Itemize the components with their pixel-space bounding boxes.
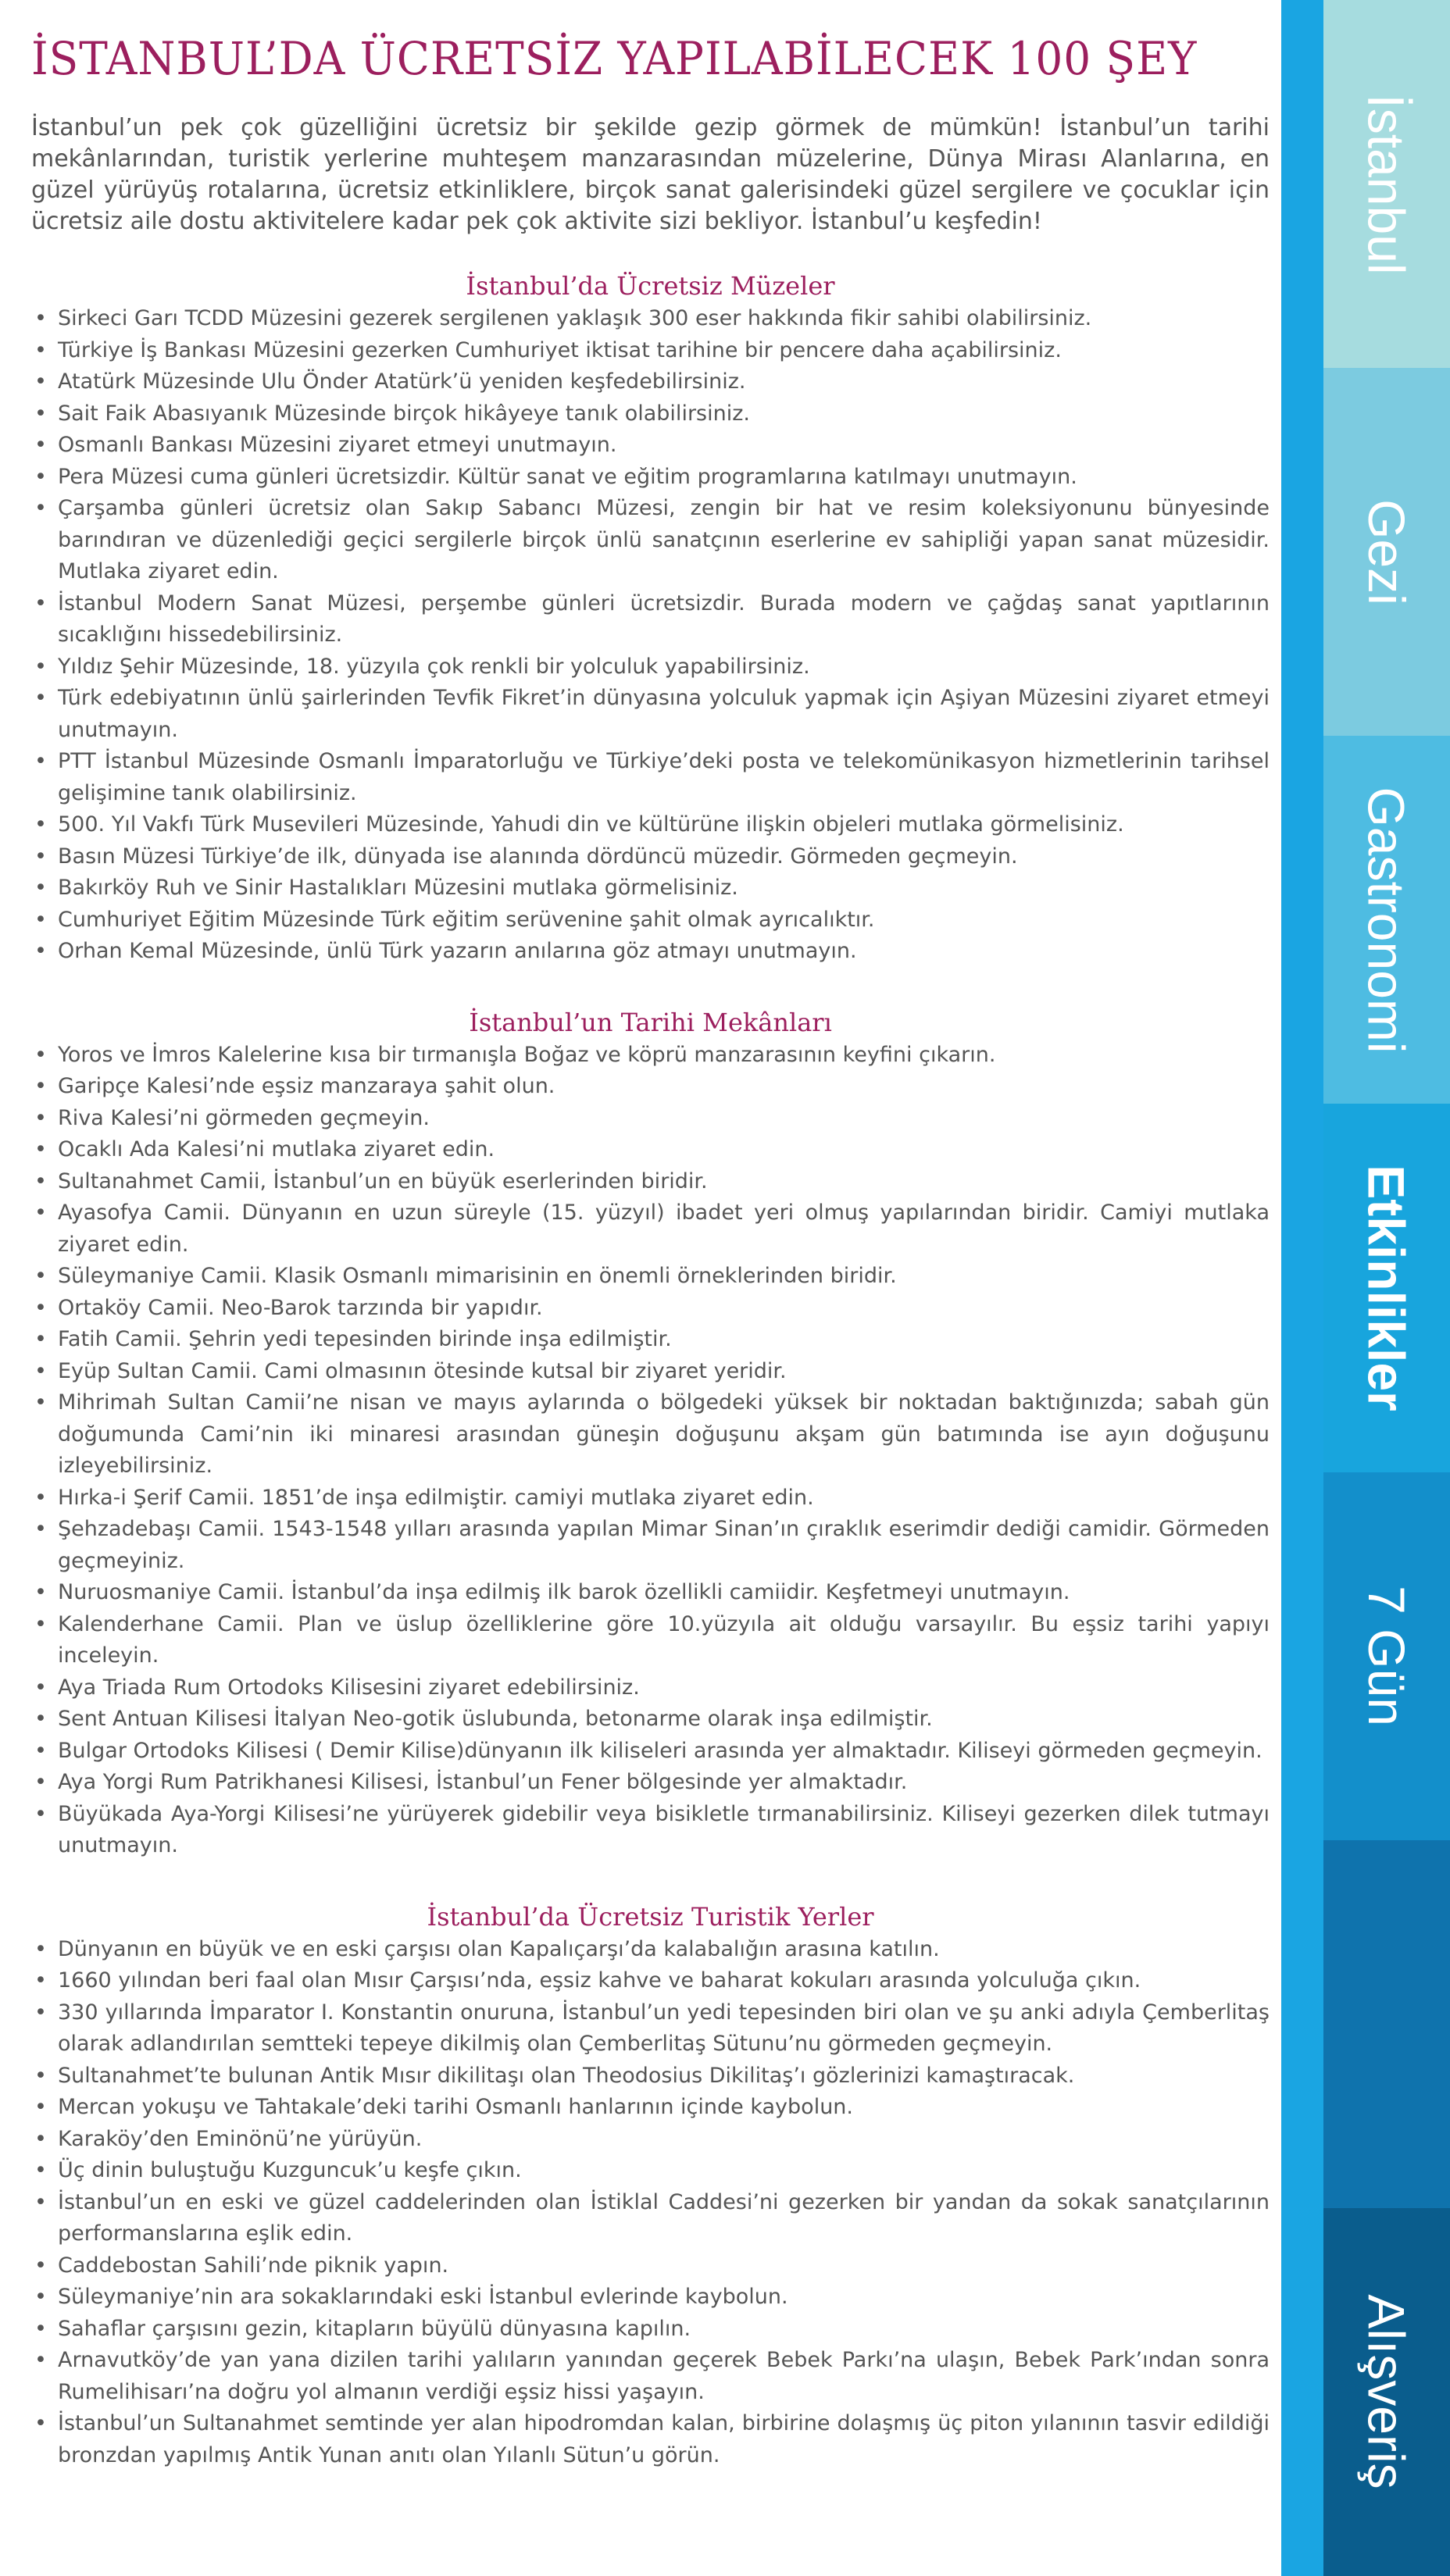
list-item: • Ayasofya Camii. Dünyanın en uzun süreyle (15. yüzyıl) ibadet yeri olmuş yapılarından biridir. Camiyi mutlaka ziyaret edin. (31, 1197, 1270, 1261)
sidebar-tab-label: İstanbul (1358, 93, 1416, 275)
list-item: • Büyükada Aya-Yorgi Kilisesi’ne yürüyerek gidebilir veya bisikletle tırmanabilirsiniz. Kiliseyi gezerken dilek tutmayı unutmayın. (31, 1799, 1270, 1862)
sidebar-tab-gastronomi[interactable] (1323, 736, 1450, 1104)
sidebar-tabs (1323, 0, 1450, 2576)
list-item: • Yoros ve İmros Kalelerine kısa bir tırmanışla Boğaz ve köprü manzarasının keyfini çıkarın. (31, 1040, 1270, 1072)
list-item: • Nuruosmaniye Camii. İstanbul’da inşa edilmiş ilk barok özellikli camiidir. Keşfetmeyi unutmayın. (31, 1577, 1270, 1609)
list-item: • Sent Antuan Kilisesi İtalyan Neo-gotik üslubunda, betonarme olarak inşa edilmiştir. (31, 1704, 1270, 1736)
list-item: • Caddebostan Sahili’nde piknik yapın. (31, 2250, 1270, 2282)
list-item: • Süleymaniye Camii. Klasik Osmanlı mimarisinin en önemli örneklerinden biridir. (31, 1261, 1270, 1293)
list-item: • 1660 yılından beri faal olan Mısır Çarşısı’nda, eşsiz kahve ve baharat kokuları arasında yolculuğa çıkın. (31, 1965, 1270, 1997)
list-item: • Cumhuriyet Eğitim Müzesinde Türk eğitim serüvenine şahit olmak ayrıcalıktır. (31, 904, 1270, 937)
section-3 (31, 1900, 1270, 2472)
section-title: İstanbul’da Ücretsiz Müzeler (466, 271, 835, 301)
list-item: • Orhan Kemal Müzesinde, ünlü Türk yazarın anılarına göz atmayı unutmayın. (31, 936, 1270, 968)
sidebar-tab-label: Etkinlikler (1358, 1165, 1416, 1411)
list-item: • Türkiye İş Bankası Müzesini gezerken Cumhuriyet iktisat tarihine bir pencere daha açabilirsiniz. (31, 335, 1270, 367)
bullet-list (31, 1040, 1270, 1862)
sidebar-tab-label: Gezi (1358, 498, 1416, 605)
section-title: İstanbul’un Tarihi Mekânları (469, 1007, 832, 1037)
list-item: • Arnavutköy’de yan yana dizilen tarihi yalıların yanından geçerek Bebek Parkı’na ulaşın, Bebek Park’ından sonra Rumelihisarı’na doğru yol almanın verdiği eşsiz hissi yaşayın. (31, 2345, 1270, 2408)
sidebar-tab-label: Alışveriş (1358, 2294, 1416, 2490)
intro-paragraph: İstanbul’un pek çok güzelliğini ücretsiz bir şekilde gezip görmek de mümkün! İstanbul’un tarihi mekânlarından, turistik yerlerine muhteşem manzarasından müzelerine, Dünya Mirası Alanlarına, en güzel yürüyüş rotalarına, ücretsiz etkinliklere, birçok sanat galerisindeki güzel sergilere ve çocuklar için ücretsiz aile dostu aktivitelere kadar pek çok aktivite sizi bekliyor. İstanbul’u keşfedin! (31, 114, 1270, 235)
sidebar-tab-label: 7 Gün (1358, 1586, 1416, 1727)
list-item: • Kalenderhane Camii. Plan ve üslup özelliklerine göre 10.yüzyıla ait olduğu varsayılır. Bu eşsiz tarihi yapıyı inceleyin. (31, 1609, 1270, 1672)
list-item: • İstanbul’un Sultanahmet semtinde yer alan hipodromdan kalan, birbirine dolaşmış üç piton yılanının tasvir edildiği bronzdan yapılmış Antik Yunan anıtı olan Yılanlı Sütun’u görün. (31, 2408, 1270, 2471)
list-item: • Aya Triada Rum Ortodoks Kilisesini ziyaret edebilirsiniz. (31, 1672, 1270, 1704)
list-item: • Sultanahmet Camii, İstanbul’un en büyük eserlerinden biridir. (31, 1166, 1270, 1198)
sidebar-tab-label: Gastronomi (1358, 787, 1416, 1054)
list-item: • Süleymaniye’nin ara sokaklarındaki eski İstanbul evlerinde kaybolun. (31, 2282, 1270, 2314)
section-2 (31, 1005, 1270, 1862)
section-1 (31, 269, 1270, 968)
list-item: • Eyüp Sultan Camii. Cami olmasının ötesinde kutsal bir ziyaret yeridir. (31, 1356, 1270, 1388)
list-item: • Çarşamba günleri ücretsiz olan Sakıp Sabancı Müzesi, zengin bir hat ve resim koleksiyonunu bünyesinde barındıran ve düzenlediği geçici sergilerle birçok ünlü sanatçının eserlerine ev sahipliği yapan sanat müzesidir. Mutlaka ziyaret edin. (31, 493, 1270, 588)
main-content (31, 23, 1270, 2471)
list-item: • Pera Müzesi cuma günleri ücretsizdir. Kültür sanat ve eğitim programlarına katılmayı unutmayın. (31, 462, 1270, 494)
list-item: • Yıldız Şehir Müzesinde, 18. yüzyıla çok renkli bir yolculuk yapabilirsiniz. (31, 651, 1270, 683)
list-item: • Fatih Camii. Şehrin yedi tepesinden birinde inşa edilmiştir. (31, 1324, 1270, 1356)
list-item: • Mercan yokuşu ve Tahtakale’deki tarihi Osmanlı hanlarının içinde kaybolun. (31, 2092, 1270, 2124)
list-item: • Mihrimah Sultan Camii’ne nisan ve mayıs aylarında o bölgedeki yüksek bir noktadan baktığınızda; sabah gün doğumunda Cami’nin iki minaresi arasından güneşin doğuşunu akşam gün batımında ise ayın doğuşunu izleyebilirsiniz. (31, 1387, 1270, 1482)
list-item: • Bulgar Ortodoks Kilisesi ( Demir Kilise)dünyanın ilk kiliseleri arasında yer almaktadır. Kiliseyi görmeden geçmeyin. (31, 1736, 1270, 1768)
bullet-list (31, 303, 1270, 968)
list-item: • Dünyanın en büyük ve en eski çarşısı olan Kapalıçarşı’da kalabalığın arasına katılın. (31, 1934, 1270, 1966)
list-item: • Ocaklı Ada Kalesi’ni mutlaka ziyaret edin. (31, 1134, 1270, 1166)
bullet-list (31, 1934, 1270, 2472)
category-sidebar (1281, 0, 1450, 2576)
sidebar-tab-i̇stanbul[interactable] (1323, 0, 1450, 368)
sidebar-tab-gezi[interactable] (1323, 368, 1450, 736)
list-item: • 330 yıllarında İmparator I. Konstantin onuruna, İstanbul’un yedi tepesinden biri olan ve şu anki adıyla Çemberlitaş olarak adlandırılan semtteki tepeye dikilmiş olan Çemberlitaş Sütunu’nu görmeden geçmeyin. (31, 1997, 1270, 2060)
list-item: • Bakırköy Ruh ve Sinir Hastalıkları Müzesini mutlaka görmelisiniz. (31, 872, 1270, 904)
list-item: • Osmanlı Bankası Müzesini ziyaret etmeyi unutmayın. (31, 430, 1270, 462)
list-item: • Hırka-i Şerif Camii. 1851’de inşa edilmiştir. camiyi mutlaka ziyaret edin. (31, 1482, 1270, 1515)
sections-container (31, 269, 1270, 2471)
list-item: • Riva Kalesi’ni görmeden geçmeyin. (31, 1103, 1270, 1135)
list-item: • PTT İstanbul Müzesinde Osmanlı İmparatorluğu ve Türkiye’deki posta ve telekomünikasyon hizmetlerinin tarihsel gelişimine tanık olabilirsiniz. (31, 746, 1270, 809)
list-item: • Ortaköy Camii. Neo-Barok tarzında bir yapıdır. (31, 1293, 1270, 1325)
list-item: • Aya Yorgi Rum Patrikhanesi Kilisesi, İstanbul’un Fener bölgesinde yer almaktadır. (31, 1767, 1270, 1799)
list-item: • Sirkeci Garı TCDD Müzesini gezerek sergilenen yaklaşık 300 eser hakkında fikir sahibi olabilirsiniz. (31, 303, 1270, 335)
list-item: • İstanbul Modern Sanat Müzesi, perşembe günleri ücretsizdir. Burada modern ve çağdaş sanat yapıtlarının sıcaklığını hissedebilirsiniz. (31, 588, 1270, 651)
list-item: • Üç dinin buluştuğu Kuzguncuk’u keşfe çıkın. (31, 2155, 1270, 2187)
list-item: • Sait Faik Abasıyanık Müzesinde birçok hikâyeye tanık olabilirsiniz. (31, 398, 1270, 430)
sidebar-tab-etkinlikler[interactable] (1323, 1104, 1450, 1472)
list-item: • Atatürk Müzesinde Ulu Önder Atatürk’ü yeniden keşfedebilirsiniz. (31, 366, 1270, 398)
list-item: • Basın Müzesi Türkiye’de ilk, dünyada ise alanında dördüncü müzedir. Görmeden geçmeyin. (31, 841, 1270, 873)
list-item: • Şehzadebaşı Camii. 1543-1548 yılları arasında yapılan Mimar Sinan’ın çıraklık eserimdir dediği camidir. Görmeden geçmeyiniz. (31, 1514, 1270, 1577)
list-item: • Garipçe Kalesi’nde eşsiz manzaraya şahit olun. (31, 1071, 1270, 1103)
section-title: İstanbul’da Ücretsiz Turistik Yerler (427, 1901, 874, 1932)
sidebar-tab-blank[interactable] (1323, 1840, 1450, 2208)
list-item: • 500. Yıl Vakfı Türk Musevileri Müzesinde, Yahudi din ve kültürüne ilişkin objeleri mutlaka görmelisiniz. (31, 809, 1270, 841)
list-item: • Karaköy’den Eminönü’ne yürüyün. (31, 2124, 1270, 2156)
list-item: • İstanbul’un en eski ve güzel caddelerinden olan İstiklal Caddesi’ni gezerken bir yandan da sokak sanatçılarının performanslarına eşlik edin. (31, 2187, 1270, 2250)
page-title: İSTANBUL’DA ÜCRETSİZ YAPILABİLECEK 100 ŞEY (31, 32, 1198, 85)
list-item: • Sultanahmet’te bulunan Antik Mısır dikilitaşı olan Theodosius Dikilitaş’ı gözlerinizi kamaştıracak. (31, 2060, 1270, 2093)
sidebar-tab-7-gün[interactable] (1323, 1472, 1450, 1840)
list-item: • Sahaflar çarşısını gezin, kitapların büyülü dünyasına kapılın. (31, 2314, 1270, 2346)
sidebar-tab-alışveriş[interactable] (1323, 2208, 1450, 2576)
list-item: • Türk edebiyatının ünlü şairlerinden Tevfik Fikret’in dünyasına yolculuk yapmak için Aşiyan Müzesini ziyaret etmeyi unutmayın. (31, 683, 1270, 746)
